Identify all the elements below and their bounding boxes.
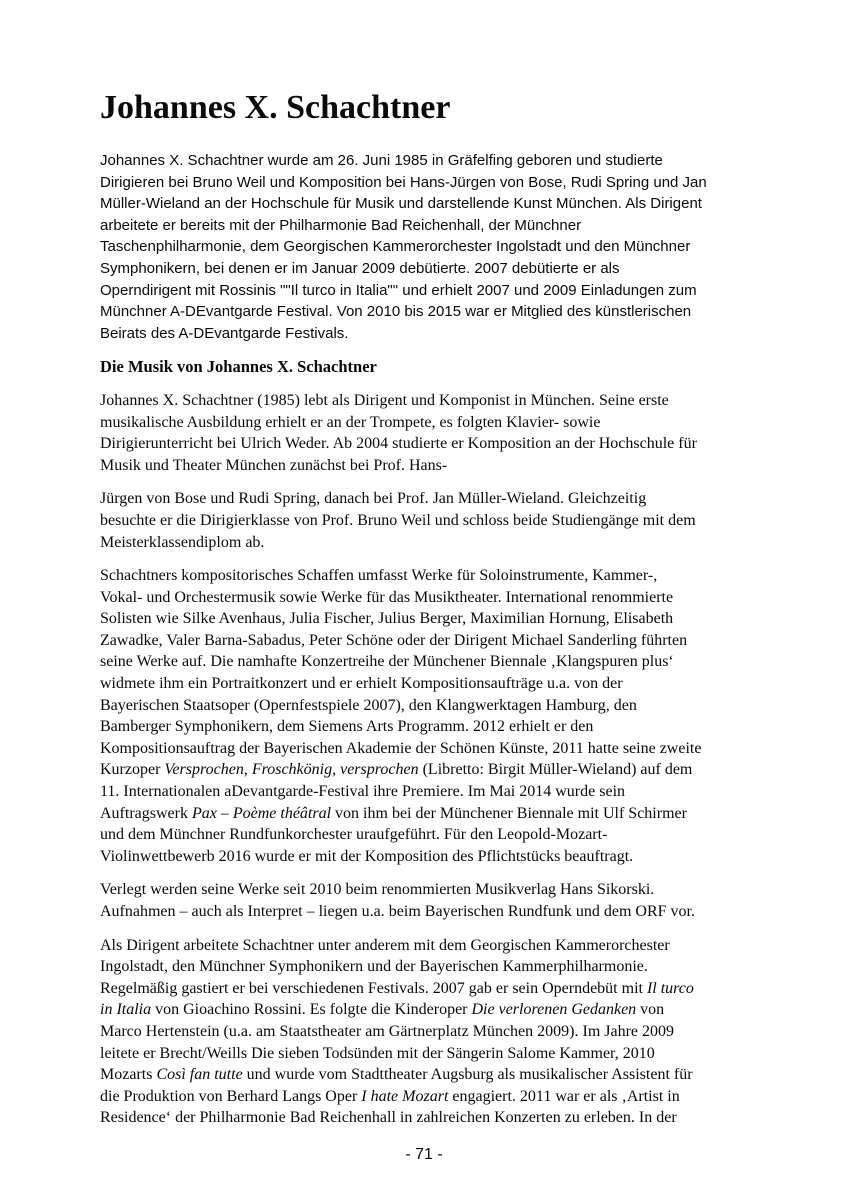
- text-run: Johannes X. Schachtner (1985) lebt als Dirigent und Komponist in München. Seine erste: [100, 391, 669, 409]
- text-line: [100, 608, 760, 630]
- text-line: [100, 759, 760, 781]
- text-line: [100, 433, 760, 455]
- text-line: [100, 846, 760, 868]
- text-line: [100, 236, 760, 258]
- text-line: [100, 488, 760, 510]
- text-line: [100, 356, 760, 378]
- text-run: Kurzoper: [100, 761, 165, 779]
- text-line: [100, 412, 760, 434]
- text-line: [100, 172, 760, 194]
- text-line: [100, 716, 760, 738]
- text-line: [100, 803, 760, 825]
- text-run: Dirigierunterricht bei Ulrich Weder. Ab 2004 studierte er Komposition an der Hochschule für: [100, 435, 697, 453]
- text-line: [100, 301, 760, 323]
- section-heading: [100, 356, 760, 378]
- text-run: von ihm bei der Münchener Biennale mit Ulf Schirmer: [331, 804, 687, 822]
- text-run: und dem Münchner Rundfunkorchester uraufgeführt. Für den Leopold-Mozart-: [100, 826, 608, 844]
- text-run: Violinwettbewerb 2016 wurde er mit der Komposition des Pflichtstücks beauftragt.: [100, 847, 634, 865]
- text-run: seine Werke auf. Die namhafte Konzertreihe der Münchener Biennale ‚Klangspuren plus‘: [100, 653, 674, 671]
- text-run: Vokal- und Orchestermusik sowie Werke für das Musiktheater. International renommierte: [100, 588, 674, 606]
- text-line: [100, 935, 760, 957]
- text-run: besuchte er die Dirigierklasse von Prof. Bruno Weil und schloss beide Studiengänge mit dem: [100, 511, 696, 529]
- text-run: Beirats des A-DEvantgarde Festivals.: [100, 324, 349, 342]
- text-run: Regelmäßig gastiert er bei verschiedenen Festivals. 2007 gab er sein Operndebüt mit: [100, 979, 647, 997]
- paragraph: [100, 935, 760, 1129]
- text-line: [100, 651, 760, 673]
- text-run: von: [636, 1001, 665, 1019]
- text-run: Müller-Wieland an der Hochschule für Musik und darstellende Kunst München. Als Dirigent: [100, 195, 702, 213]
- text-run: Schachtners kompositorisches Schaffen umfasst Werke für Soloinstrumente, Kammer-,: [100, 567, 658, 585]
- text-line: [100, 978, 760, 1000]
- text-line: [100, 280, 760, 302]
- text-line: [100, 999, 760, 1021]
- text-line: [100, 150, 760, 172]
- text-run: Musik und Theater München zunächst bei Prof. Hans-: [100, 456, 448, 474]
- document-title: Johannes X. Schachtner: [100, 89, 451, 126]
- text-line: [100, 1043, 760, 1065]
- text-line: [100, 695, 760, 717]
- italic-text-run: Così fan tutte: [156, 1066, 243, 1084]
- text-run: musikalische Ausbildung erhielt er an der Trompete, es folgten Klavier- sowie: [100, 413, 601, 431]
- text-line: [100, 258, 760, 280]
- text-line: [100, 1086, 760, 1108]
- text-run: engagiert. 2011 war er als ‚Artist in: [448, 1087, 680, 1105]
- text-line: [100, 1064, 760, 1086]
- italic-text-run: Pax – Poème théâtral: [191, 804, 332, 822]
- text-run: Meisterklassendiplom ab.: [100, 533, 265, 551]
- text-line: [100, 587, 760, 609]
- document-body: [100, 150, 760, 1141]
- text-run: Marco Hertenstein (u.a. am Staatstheater am Gärtnerplatz München 2009). Im Jahre 2009: [100, 1022, 675, 1040]
- text-line: [100, 323, 760, 345]
- text-run: Symphonikern, bei denen er im Januar 2009 debütierte. 2007 debütierte er als: [100, 259, 620, 277]
- text-run: arbeitete er bereits mit der Philharmonie Bad Reichenhall, der Münchner: [100, 216, 582, 234]
- text-line: [100, 193, 760, 215]
- paragraph: [100, 390, 760, 476]
- italic-text-run: Versprochen, Froschkönig, versprochen: [164, 761, 419, 779]
- text-run: Jürgen von Bose und Rudi Spring, danach bei Prof. Jan Müller-Wieland. Gleichzeitig: [100, 490, 647, 508]
- paragraph: [100, 879, 760, 922]
- text-run: leitete er Brecht/Weills Die sieben Todsünden mit der Sängerin Salome Kammer, 2010: [100, 1044, 655, 1062]
- text-run: Als Dirigent arbeitete Schachtner unter anderem mit dem Georgischen Kammerorchester: [100, 936, 670, 954]
- text-run: (Libretto: Birgit Müller-Wieland) auf dem: [418, 761, 693, 779]
- text-run: Dirigieren bei Bruno Weil und Komposition bei Hans-Jürgen von Bose, Rudi Spring und Jan: [100, 173, 707, 191]
- text-run: Johannes X. Schachtner wurde am 26. Juni 1985 in Gräfelfing geboren und studierte: [100, 152, 663, 169]
- text-line: [100, 824, 760, 846]
- text-run: Solisten wie Silke Avenhaus, Julia Fischer, Julius Berger, Maximilian Hornung, Elisabeth: [100, 610, 674, 628]
- text-run: widmete ihm ein Portraitkonzert und er erhielt Kompositionsaufträge u.a. von der: [100, 675, 623, 693]
- text-run: Taschenphilharmonie, dem Georgischen Kammerorchester Ingolstadt und den Münchner: [100, 238, 691, 256]
- italic-text-run: Die verlorenen Gedanken: [471, 1001, 637, 1019]
- text-line: [100, 390, 760, 412]
- text-line: [100, 879, 760, 901]
- text-line: [100, 673, 760, 695]
- text-run: Residence‘ der Philharmonie Bad Reichenhall in zahlreichen Konzerten zu erleben. In der: [100, 1109, 677, 1127]
- italic-text-run: in Italia: [100, 1001, 152, 1019]
- text-line: [100, 565, 760, 587]
- paragraph: [100, 488, 760, 553]
- text-line: [100, 215, 760, 237]
- text-run: Kompositionsauftrag der Bayerischen Akademie der Schönen Künste, 2011 hatte seine zweite: [100, 739, 702, 757]
- text-run: Ingolstadt, den Münchner Symphonikern und der Bayerischen Kammerphilharmonie.: [100, 958, 648, 976]
- text-run: Mozarts: [100, 1066, 157, 1084]
- text-line: [100, 1107, 760, 1129]
- italic-text-run: I hate Mozart: [361, 1087, 449, 1105]
- text-run: Operndirigent mit Rossinis ""Il turco in Italia"" und erhielt 2007 und 2009 Einladungen zum: [100, 281, 697, 299]
- paragraph: [100, 565, 760, 867]
- text-run: Münchner A-DEvantgarde Festival. Von 2010 bis 2015 war er Mitglied des künstlerischen: [100, 303, 692, 321]
- text-run: Bayerischen Staatsoper (Opernfestspiele 2007), den Klangwerktagen Hamburg, den: [100, 696, 637, 714]
- text-line: [100, 630, 760, 652]
- text-line: [100, 1021, 760, 1043]
- text-run: die Produktion von Berhard Langs Oper: [100, 1087, 362, 1105]
- text-run: Bamberger Symphonikern, dem Siemens Arts Programm. 2012 erhielt er den: [100, 718, 594, 736]
- text-run: Aufnahmen – auch als Interpret – liegen u.a. beim Bayerischen Rundfunk und dem ORF vor.: [100, 903, 695, 920]
- text-line: [100, 781, 760, 803]
- text-run: und wurde vom Stadttheater Augsburg als musikalischer Assistent für: [242, 1066, 693, 1084]
- text-line: [100, 455, 760, 477]
- text-line: [100, 956, 760, 978]
- paragraph: [100, 150, 760, 344]
- text-line: [100, 532, 760, 554]
- text-run: Verlegt werden seine Werke seit 2010 beim renommierten Musikverlag Hans Sikorski.: [100, 881, 655, 899]
- text-line: [100, 738, 760, 760]
- italic-text-run: Il turco: [646, 979, 694, 997]
- text-run: Zawadke, Valer Barna-Sabadus, Peter Schöne oder der Dirigent Michael Sanderling führten: [100, 631, 688, 649]
- text-run: Die Musik von Johannes X. Schachtner: [100, 357, 377, 377]
- text-run: 11. Internationalen aDevantgarde-Festival ihre Premiere. Im Mai 2014 wurde sein: [100, 783, 626, 801]
- text-line: [100, 510, 760, 532]
- text-line: [100, 901, 760, 923]
- page-number: - 71 -: [405, 1146, 443, 1163]
- text-run: Auftragswerk: [100, 804, 192, 822]
- text-run: von Gioachino Rossini. Es folgte die Kinderoper: [151, 1001, 472, 1019]
